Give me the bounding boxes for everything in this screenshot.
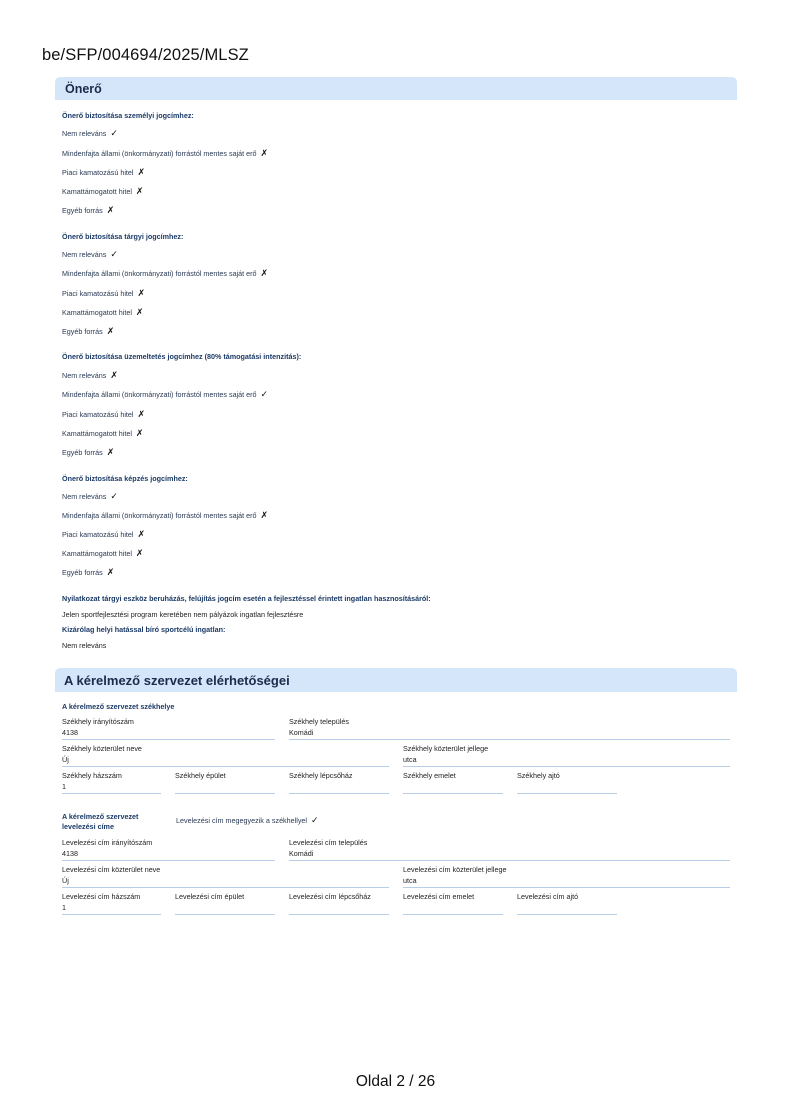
field-value: Új [62, 876, 69, 885]
hq-zip-field [62, 717, 275, 740]
cross-icon: ✗ [137, 529, 146, 539]
check-icon: ✓ [260, 389, 269, 399]
cross-icon: ✗ [135, 186, 144, 196]
field-value: Új [62, 755, 69, 764]
field-label: Székhely közterület neve [62, 744, 142, 753]
field-value: 1 [62, 903, 66, 912]
option-item [62, 447, 114, 458]
option-item [62, 167, 145, 178]
mail-building-field [175, 892, 275, 915]
check-icon: ✓ [110, 249, 118, 259]
section-title: A kérelmező szervezet elérhetőségei [64, 673, 290, 688]
option-label: Piaci kamatozású hitel [62, 530, 134, 539]
option-label: Egyéb forrás [62, 568, 103, 577]
field-label: Székhely település [289, 717, 349, 726]
option-item [62, 428, 143, 439]
field-label: Székhely irányítószám [62, 717, 134, 726]
option-label: Nem releváns [62, 250, 107, 259]
field-label: Levelezési cím emelet [403, 892, 475, 901]
option-item [62, 288, 145, 299]
hq-door-field [517, 771, 617, 794]
field-label: Levelezési cím irányítószám [62, 838, 153, 847]
check-icon: ✓ [311, 815, 319, 825]
option-label: Mindenfajta állami (önkormányzati) forrástól mentes saját erő [62, 269, 257, 278]
option-item [62, 409, 145, 420]
hq-street-type-field [403, 744, 730, 767]
group-title: Önerő biztosítása üzemeltetés jogcímhez (80% támogatási intenzitás): [62, 352, 302, 361]
field-label: Levelezési cím lépcsőház [289, 892, 371, 901]
option-label: Piaci kamatozású hitel [62, 168, 134, 177]
field-value: 1 [62, 782, 66, 791]
cross-icon: ✗ [106, 447, 115, 457]
mail-floor-field [403, 892, 503, 915]
option-label: Kamattámogatott hitel [62, 187, 132, 196]
field-value: 4138 [62, 728, 78, 737]
cross-icon: ✗ [260, 148, 269, 158]
cross-icon: ✗ [135, 307, 144, 317]
hq-floor-field [403, 771, 503, 794]
option-label: Piaci kamatozású hitel [62, 410, 134, 419]
option-label: Nem releváns [62, 129, 107, 138]
option-label: Kamattámogatott hitel [62, 308, 132, 317]
option-item [62, 389, 268, 400]
mail-door-field [517, 892, 617, 915]
option-item [62, 128, 118, 139]
field-label: Székhely házszám [62, 771, 122, 780]
mail-zip-field [62, 838, 275, 861]
cross-icon: ✗ [135, 428, 144, 438]
mail-title-line2: levelezési címe [62, 822, 114, 831]
field-label: Székhely emelet [403, 771, 456, 780]
field-label: Székhely ajtó [517, 771, 560, 780]
mail-title-line1: A kérelmező szervezet [62, 812, 139, 821]
option-label: Egyéb forrás [62, 206, 103, 215]
option-item [62, 307, 143, 318]
field-value: Komádi [289, 728, 314, 737]
field-label: Székhely épület [175, 771, 226, 780]
field-label: Székhely lépcsőház [289, 771, 353, 780]
field-value: utca [403, 755, 417, 764]
field-value: Komádi [289, 849, 314, 858]
check-icon: ✓ [110, 491, 118, 501]
mail-stairway-field [289, 892, 389, 915]
option-item [62, 249, 118, 260]
option-label: Kamattámogatott hitel [62, 549, 132, 558]
option-label: Egyéb forrás [62, 327, 103, 336]
cross-icon: ✗ [106, 326, 115, 336]
option-item [62, 268, 268, 279]
option-label: Mindenfajta állami (önkormányzati) forrástól mentes saját erő [62, 149, 257, 158]
field-label: Székhely közterület jellege [403, 744, 489, 753]
hq-building-field [175, 771, 275, 794]
field-label: Levelezési cím közterület jellege [403, 865, 507, 874]
option-label: Nem releváns [62, 492, 107, 501]
field-label: Levelezési cím épület [175, 892, 245, 901]
option-item [62, 567, 114, 578]
hq-city-field [289, 717, 730, 740]
hq-stairway-field [289, 771, 389, 794]
option-item [62, 548, 143, 559]
cross-icon: ✗ [260, 510, 269, 520]
cross-icon: ✗ [137, 288, 146, 298]
document-id: be/SFP/004694/2025/MLSZ [42, 46, 249, 64]
local-impact-value: Nem releváns [62, 641, 107, 650]
field-label: Levelezési cím közterület neve [62, 865, 161, 874]
hq-street-name-field [62, 744, 389, 767]
option-item [62, 510, 268, 521]
hq-title: A kérelmező szervezet székhelye [62, 702, 175, 711]
section-header-contacts [55, 668, 737, 692]
page-number: Oldal 2 / 26 [355, 1073, 436, 1090]
hq-house-no-field [62, 771, 161, 794]
option-item [62, 529, 145, 540]
option-label: Mindenfajta állami (önkormányzati) forrástól mentes saját erő [62, 390, 257, 399]
mail-city-field [289, 838, 730, 861]
option-item [62, 186, 143, 197]
option-label: Egyéb forrás [62, 448, 103, 457]
option-item [62, 491, 118, 502]
field-label: Levelezési cím ajtó [517, 892, 579, 901]
cross-icon: ✗ [110, 370, 118, 380]
mail-same-option [176, 815, 319, 826]
option-item [62, 370, 118, 381]
option-label: Piaci kamatozású hitel [62, 289, 134, 298]
cross-icon: ✗ [135, 548, 144, 558]
group-title: Önerő biztosítása tárgyi jogcímhez: [62, 232, 184, 241]
local-impact-title: Kizárólag helyi hatással bíró sportcélú ingatlan: [62, 625, 226, 634]
mail-street-name-field [62, 865, 389, 888]
option-label: Mindenfajta állami (önkormányzati) forrástól mentes saját erő [62, 511, 257, 520]
option-label: Kamattámogatott hitel [62, 429, 132, 438]
option-item [62, 205, 114, 216]
mail-house-no-field [62, 892, 161, 915]
check-icon: ✓ [110, 128, 118, 138]
cross-icon: ✗ [260, 268, 269, 278]
option-label: Nem releváns [62, 371, 107, 380]
cross-icon: ✗ [106, 567, 115, 577]
group-title: Önerő biztosítása személyi jogcímhez: [62, 111, 194, 120]
option-item [62, 326, 114, 337]
declaration-text: Jelen sportfejlesztési program keretében nem pályázok ingatlan fejlesztésre [62, 610, 304, 619]
cross-icon: ✗ [137, 409, 146, 419]
option-label: Levelezési cím megegyezik a székhellyel [176, 816, 308, 825]
cross-icon: ✗ [106, 205, 115, 215]
field-label: Levelezési cím házszám [62, 892, 141, 901]
section-header-oneero [55, 77, 737, 100]
section-title: Önerő [65, 82, 102, 96]
group-title: Önerő biztosítása képzés jogcímhez: [62, 474, 188, 483]
declaration-title: Nyilatkozat tárgyi eszköz beruházás, felújítás jogcím esetén a fejlesztéssel érintett ingatlan hasznosításáról: [62, 594, 431, 603]
cross-icon: ✗ [137, 167, 146, 177]
field-value: utca [403, 876, 417, 885]
field-label: Levelezési cím település [289, 838, 368, 847]
option-item [62, 148, 268, 159]
field-value: 4138 [62, 849, 78, 858]
mail-street-type-field [403, 865, 730, 888]
